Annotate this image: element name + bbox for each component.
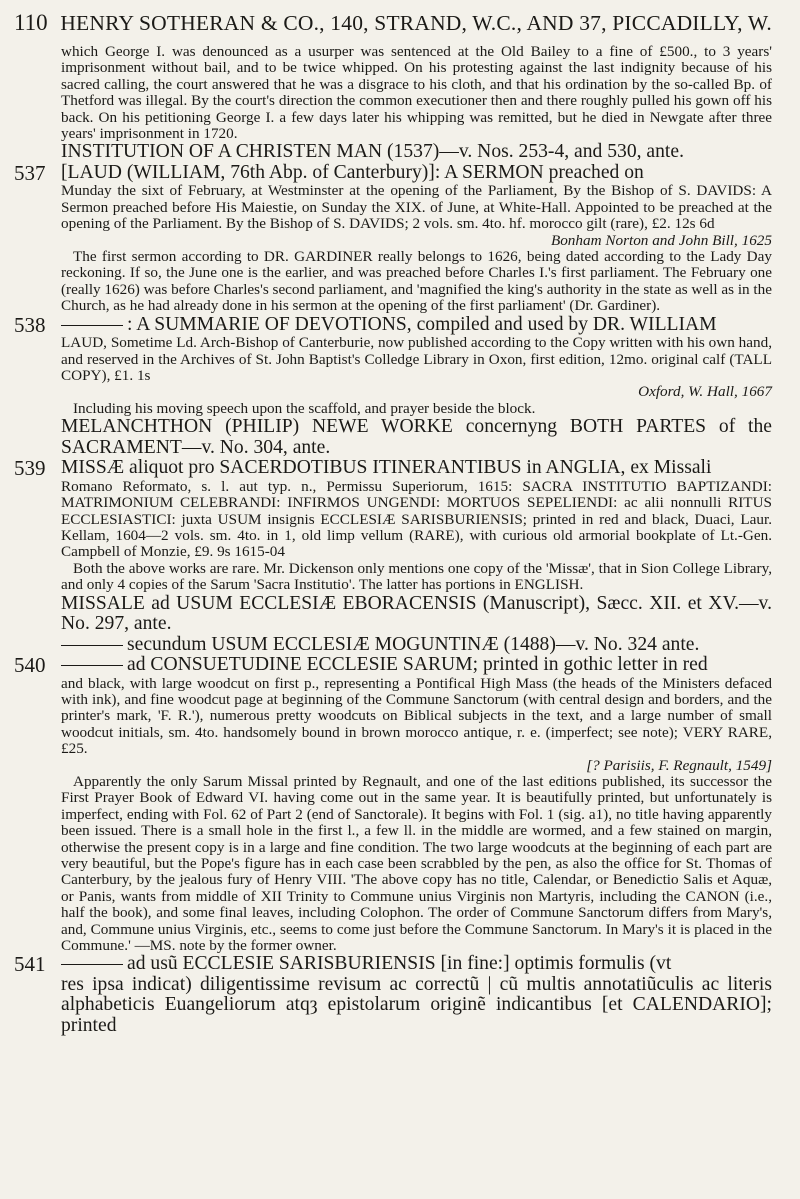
entry-title-line bbox=[61, 954, 772, 975]
entry-note: Apparently the only Sarum Missal printed by Regnault, and one of the last editions published, its successor the First Prayer Book of Edward VI. having come out in the same year. It is beautifully printed, but unfortunately is imperfect, ending with Fol. 62 of Part 2 (end of Sanctorale). It begins with Fol. 1 (sig. a1), no title having apparently been issued. There is a small hole in the first l., a few ll. in the middle are wormed, and a few stained on margin, otherwise the present copy is in a large and fine condition. The two large woodcuts at the beginning of each part are very beautiful, but the Pope's figure has in each case been scrabbled by the pen, as also the office for St. Thomas of Canterbury, by the jealous fury of Henry VIII. 'The above copy has no title, Calendar, or Benedictio Salis et Aquæ, or Panis, wants from middle of XII Trinity to Commune unius Virginis non Martyris, including the CANON (i.e., half the book), and some final leaves, including Colophon. The order of Commune Sanctorum differs from Mary's, and, Commune unius Virginis, etc., seems to come just before the Commune Sanctorum. In Mary's it is placed in the Commune.' —MS. note by the former owner. bbox=[61, 773, 772, 955]
entry-title-line bbox=[61, 315, 772, 336]
page-header bbox=[14, 10, 772, 44]
entry-body: res ipsa indicat) diligentissime revisum ac correctũ | cũ multis annotatiũculis ac literis alphabeticis Euangeliorum atqȝ epistolarum originẽ indicantibus [et CALENDARIO]; printed bbox=[61, 973, 772, 1036]
catalogue-entry-541 bbox=[14, 954, 772, 1036]
ditto-rule bbox=[61, 645, 123, 646]
entry-title-line bbox=[61, 655, 772, 676]
entry-title: : A SUMMARIE OF DEVOTIONS, compiled and used by DR. WILLIAM bbox=[127, 313, 717, 335]
cross-reference-heading: MISSALE ad USUM ECCLESIÆ EBORACENSIS (Manuscript), Sæcc. XII. et XV.—v. No. 297, ante. bbox=[61, 592, 772, 635]
running-head: HENRY SOTHERAN & CO., 140, STRAND, W.C., AND 37, PICCADILLY, W. bbox=[60, 11, 772, 35]
lot-number: 540 bbox=[14, 653, 46, 678]
lot-number: 537 bbox=[14, 160, 46, 185]
ditto-rule bbox=[61, 964, 123, 965]
lot-number: 539 bbox=[14, 456, 46, 481]
intro-text: which George I. was denounced as a usurper was sentenced at the Old Bailey to a fine of £500., to 3 years' imprisonment without bail, and to be twice whipped. On his protesting against the last indignity because of his sacred calling, the court answered that he was a disgrace to his cloth, and that his ordination by the so-called Bp. of Thetford was illegal. By the court's direction the common executioner then and there roughly pulled his gown off his back. On his petitioning George I. a few days later his whipping was remitted, but he died in Newgate after three years' imprisonment in 1720. bbox=[61, 43, 772, 143]
entry-title: ad CONSUETUDINE ECCLESIE SARUM; printed in gothic letter in red bbox=[127, 654, 708, 676]
catalogue-entry-537 bbox=[14, 160, 772, 315]
intro-heading: INSTITUTION OF A CHRISTEN MAN (1537)—v. Nos. 253-4, and 530, ante. bbox=[61, 141, 684, 163]
cross-reference-heading: MELANCHTHON (PHILIP) NEWE WORKE concernyng BOTH PARTES of the SACRAMENT—v. No. 304, ante. bbox=[61, 416, 772, 458]
ditto-rule bbox=[61, 325, 123, 326]
entry-title: MISSÆ aliquot pro SACERDOTIBUS ITINERANTIBUS in ANGLIA, ex Missali bbox=[61, 457, 712, 479]
catalogue-entry-540 bbox=[14, 655, 772, 954]
entry-title: ad usũ ECCLESIE SARISBURIENSIS [in fine:] optimis formulis (vt bbox=[127, 953, 672, 975]
intro-block bbox=[14, 44, 772, 163]
lot-number: 541 bbox=[14, 952, 46, 977]
entry-note: Including his moving speech upon the scaffold, and prayer beside the block. bbox=[73, 399, 536, 417]
entry-body: LAUD, Sometime Ld. Arch-Bishop of Canterburie, now published according to the Copy written with his own hand, and reserved in the Archives of St. John Baptist's Colledge Library in Oxon, first edition, 12mo. original calf (TALL COPY), £1. 1s bbox=[61, 334, 772, 384]
cross-reference-sub-text: secundum USUM ECCLESIÆ MOGUNTINÆ (1488)—v. No. 324 ante. bbox=[127, 633, 700, 655]
ditto-rule bbox=[61, 665, 123, 666]
lot-number: 538 bbox=[14, 312, 46, 337]
entry-body: Romano Reformato, s. l. aut typ. n., Permissu Superiorum, 1615: SACRA INSTITUTIO BAPTIZANDI: MATRIMONIUM CELEBRANDI: INFIRMOS UNGENDI: MORTUOS SEPELIENDI: ac alii nonnulli RITUS ECCLESIASTICI: juxta USUM insignis ECCLESIÆ SARISBURIENSIS; printed in red and black, Duaci, Laur. Kellam, 1604—2 vols. sm. 4to. in 1, old limp vellum (RARE), with curious old armorial bookplate of Lt.-Gen. Campbell of Monzie, £9. 9s 1615-04 bbox=[61, 477, 772, 561]
entry-imprint: Bonham Norton and John Bill, 1625 bbox=[550, 231, 772, 249]
entry-title: [LAUD (WILLIAM, 76th Abp. of Canterbury)]: A SERMON preached on bbox=[61, 161, 644, 183]
cross-reference-sub bbox=[61, 635, 772, 656]
page-number: 110 bbox=[14, 10, 48, 35]
entry-imprint: Oxford, W. Hall, 1667 bbox=[638, 383, 772, 401]
entry-note: The first sermon according to DR. GARDINER really belongs to 1626, being dated according to the Lady Day reckoning. If so, the June one is the earlier, and was preached before Charles I.'s first parliament. The February one (really 1626) was before Charles's second parliament, and 'magnified the king's authority in the state as well as in the Church, as he had already done in his sermon at the opening of the first parliament' (Dr. Gardiner). bbox=[61, 248, 772, 315]
entry-note: Both the above works are rare. Mr. Dickenson only mentions one copy of the 'Missæ', that in Sion College Library, and only 4 copies of the Sarum 'Sacra Institutio'. The latter has portions in ENGLISH. bbox=[61, 559, 772, 594]
entry-imprint: [? Parisiis, F. Regnault, 1549] bbox=[586, 756, 772, 774]
catalogue-entry-538 bbox=[14, 312, 772, 459]
entry-body: Munday the sixt of February, at Westminster at the opening of the Parliament, By the Bishop of S. DAVIDS: A Sermon preached before His Maiestie, on Sunday the XIX. of June, at White-Hall. Appointed to be preached at the opening of the Parliament. By the Bishop of S. DAVIDS; 2 vols. sm. 4to. hf. morocco gilt (rare), £2. 12s 6d bbox=[61, 182, 772, 233]
entry-body: and black, with large woodcut on first p., representing a Pontifical High Mass (the heads of the Ministers defaced with ink), and fine woodcut page at beginning of the Commune Sanctorum (with central design and borders, and the printer's mark, 'F. R.'), numerous pretty woodcuts on Biblical subjects in the text, and a large number of small woodcut initials, sm. 4to. handsomely bound in brown morocco antique, r. e. (imperfect; see note); VERY RARE, £25. bbox=[61, 674, 772, 758]
catalogue-entry-539 bbox=[14, 458, 772, 655]
